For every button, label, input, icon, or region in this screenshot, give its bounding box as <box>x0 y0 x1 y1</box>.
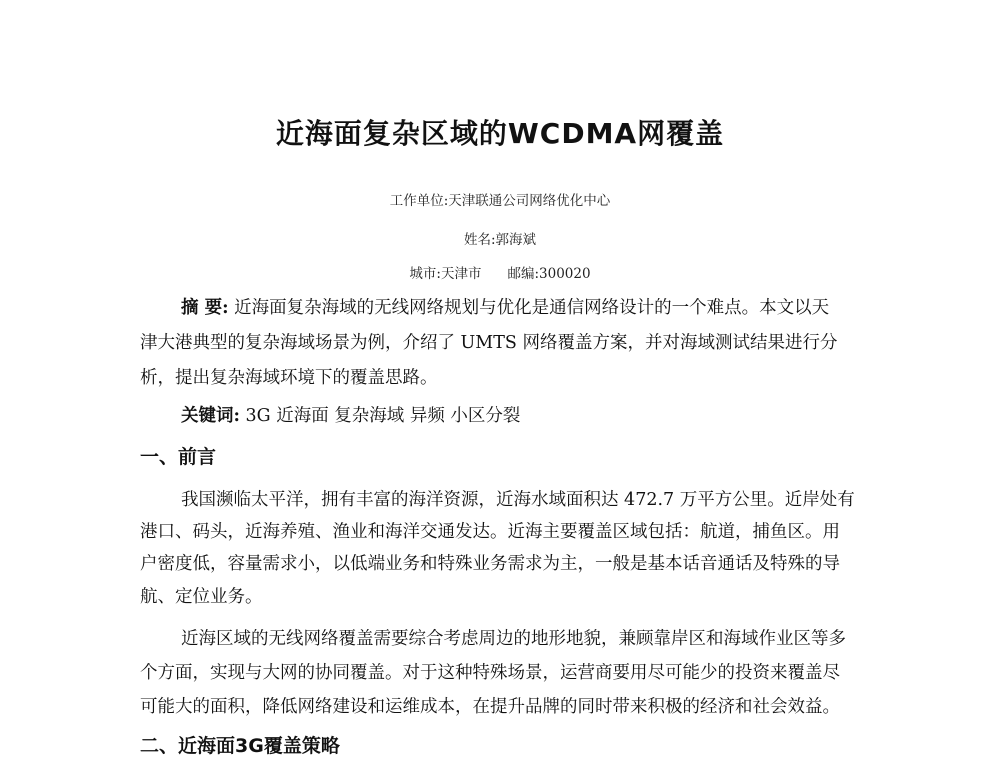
abstract-line: 析，提出复杂海域环境下的覆盖思路。 <box>140 368 438 388</box>
paragraph-line: 可能大的面积，降低网络建设和运维成本，在提升品牌的同时带来积极的经济和社会效益。 <box>140 697 840 717</box>
paragraph-line: 个方面，实现与大网的协同覆盖。对于这种特殊场景，运营商要用尽可能少的投资来覆盖尽 <box>140 663 840 683</box>
paragraph-line: 港口、码头，近海养殖、渔业和海洋交通发达。近海主要覆盖区域包括：航道，捕鱼区。用 <box>140 522 840 542</box>
author-name: 姓名:郭海斌 <box>463 232 537 248</box>
paragraph-line: 我国濒临太平洋，拥有丰富的海洋资源，近海水域面积达 472.7 万平方公里。近岸处有 <box>181 490 855 510</box>
abstract-line: 津大港典型的复杂海域场景为例，介绍了 UMTS 网络覆盖方案，并对海域测试结果进行分 <box>140 333 838 353</box>
paper-title: 近海面复杂区域的WCDMA网覆盖 <box>275 117 725 150</box>
author-affiliation: 工作单位:天津联通公司网络优化中心 <box>389 193 611 209</box>
abstract-line <box>181 294 829 319</box>
keywords-label: 关键词: <box>181 406 240 426</box>
section-heading: 一、前言 <box>140 446 217 468</box>
abstract-label: 摘 要: <box>181 298 229 318</box>
abstract-text: 近海面复杂海域的无线网络规划与优化是通信网络设计的一个难点。本文以天 <box>234 298 830 318</box>
section-heading: 二、近海面3G覆盖策略 <box>140 735 340 757</box>
author-postcode: 邮编:300020 <box>507 266 591 282</box>
keywords-line <box>181 402 520 427</box>
paragraph-line: 户密度低，容量需求小，以低端业务和特殊业务需求为主，一般是基本话音通话及特殊的导 <box>140 554 840 574</box>
paragraph-line: 近海区域的无线网络覆盖需要综合考虑周边的地形地貌，兼顾靠岸区和海域作业区等多 <box>181 629 846 649</box>
author-location <box>0 262 1000 282</box>
author-city: 城市:天津市 <box>409 266 482 282</box>
paragraph-line: 航、定位业务。 <box>140 587 263 607</box>
keywords-text: 3G 近海面 复杂海域 异频 小区分裂 <box>245 406 521 426</box>
